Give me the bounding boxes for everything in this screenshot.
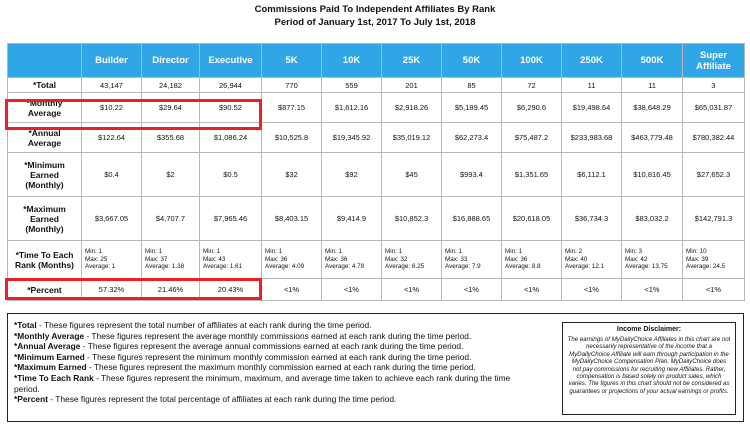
table-cell: $142,791.3 bbox=[683, 197, 745, 241]
table-row bbox=[8, 197, 745, 241]
col-header: 25K bbox=[382, 44, 442, 78]
table-cell: $35,019.12 bbox=[382, 123, 442, 153]
page-title: Commissions Paid To Independent Affiliates By Rank bbox=[254, 4, 496, 15]
legend-text: - These figures represent the total number of affiliates at each rank during the time period. bbox=[36, 320, 372, 330]
header-corner bbox=[8, 44, 82, 78]
table-cell: <1% bbox=[683, 279, 745, 301]
table-cell: <1% bbox=[442, 279, 502, 301]
table-cell: $36,734.3 bbox=[562, 197, 622, 241]
percent-highlight bbox=[5, 278, 262, 300]
table-cell: $9,414.9 bbox=[322, 197, 382, 241]
col-header: Director bbox=[142, 44, 200, 78]
legend-item bbox=[14, 331, 529, 342]
legend-item bbox=[14, 362, 529, 373]
legend-term: *Annual Average bbox=[14, 341, 81, 352]
table-cell: 201 bbox=[382, 78, 442, 93]
table-cell: $19,345.92 bbox=[322, 123, 382, 153]
table-cell: $780,382.44 bbox=[683, 123, 745, 153]
table-cell: Min: 1 Max: 36 Average: 8.8 bbox=[502, 241, 562, 279]
table-cell: $92 bbox=[322, 153, 382, 197]
table-cell: $65,031.87 bbox=[683, 93, 745, 123]
col-header: Executive bbox=[200, 44, 262, 78]
table-cell: $6,112.1 bbox=[562, 153, 622, 197]
table-row bbox=[8, 241, 745, 279]
page-subtitle: Period of January 1st, 2017 To July 1st, 2018 bbox=[274, 17, 476, 28]
table-cell: <1% bbox=[502, 279, 562, 301]
table-cell: $38,648.29 bbox=[622, 93, 683, 123]
disclaimer-text: The earnings of MyDailyChoice Affiliates in this chart are not necessarily representative of the income that a MyDailyChoice Affiliate will earn through participation in the MyDailyChoice Compensation Plan. MyDailyChoice does not pay commissions for recruiting new Affiliates. Rather, compensation is based solely on product sales, which varies. The figures in this chart should not be considered as guarantees or projections of your actual earnings or profits. bbox=[567, 336, 731, 395]
legend-term: *Percent bbox=[14, 394, 48, 405]
table-cell: 11 bbox=[562, 78, 622, 93]
table-cell: $5,189.45 bbox=[442, 93, 502, 123]
legend-text: - These figures represent the minimum, maximum, and average time taken to achieve each rank during the time period. bbox=[14, 372, 511, 394]
col-header: 5K bbox=[262, 44, 322, 78]
table-cell: <1% bbox=[562, 279, 622, 301]
legend-term: *Total bbox=[14, 320, 37, 330]
table-cell: $3,667.05 bbox=[82, 197, 142, 241]
table-cell: <1% bbox=[622, 279, 683, 301]
monthly-average-highlight bbox=[5, 99, 262, 130]
table-cell: 20.43% bbox=[200, 279, 262, 301]
table-cell: <1% bbox=[382, 279, 442, 301]
table-cell: Min: 3 Max: 42 Average: 13.75 bbox=[622, 241, 683, 279]
table-cell: $45 bbox=[382, 153, 442, 197]
legend-text: - These figures represent the maximum monthly commission earned at each rank during the time period. bbox=[86, 362, 476, 373]
table-cell: 43,147 bbox=[82, 78, 142, 93]
table-cell: $19,498.64 bbox=[562, 93, 622, 123]
table-cell: $0.4 bbox=[82, 153, 142, 197]
table-cell: $233,983.68 bbox=[562, 123, 622, 153]
row-label: *Minimum Earned (Monthly) bbox=[8, 153, 82, 197]
table-cell: 57.32% bbox=[82, 279, 142, 301]
table-cell: $0.5 bbox=[200, 153, 262, 197]
table-cell: $1,351.65 bbox=[502, 153, 562, 197]
header-row bbox=[8, 44, 745, 78]
table-cell: $16,888.65 bbox=[442, 197, 502, 241]
table-cell: Min: 1 Max: 33 Average: 7.9 bbox=[442, 241, 502, 279]
table-cell: $10,525.8 bbox=[262, 123, 322, 153]
legend-item bbox=[14, 394, 529, 405]
table-cell: 559 bbox=[322, 78, 382, 93]
table-cell: 770 bbox=[262, 78, 322, 93]
table-cell: $2 bbox=[142, 153, 200, 197]
table-cell: $1,086.24 bbox=[200, 123, 262, 153]
col-header: 500K bbox=[622, 44, 683, 78]
table-cell: $10,816.45 bbox=[622, 153, 683, 197]
table-cell: Min: 1 Max: 36 Average: 4.78 bbox=[322, 241, 382, 279]
legend-text: - These figures represent the minimum monthly commission earned at each rank during the time period. bbox=[84, 351, 472, 362]
table-row bbox=[8, 78, 745, 93]
table-cell: $463,779.48 bbox=[622, 123, 683, 153]
table-cell: $993.4 bbox=[442, 153, 502, 197]
legend-text: - These figures represent the total percentage of affiliates at each rank during the time period. bbox=[47, 394, 397, 405]
row-label: *Percent bbox=[8, 279, 82, 301]
table-cell: $27,652.3 bbox=[683, 153, 745, 197]
legend-term: *Maximum Earned bbox=[14, 362, 87, 373]
legend-term: *Monthly Average bbox=[14, 330, 85, 341]
table-cell: $6,290.6 bbox=[502, 93, 562, 123]
income-disclaimer bbox=[562, 322, 736, 415]
legend-term: *Minimum Earned bbox=[14, 351, 85, 362]
table-cell: $122.64 bbox=[82, 123, 142, 153]
commissions-table bbox=[7, 43, 745, 301]
table-cell: 11 bbox=[622, 78, 683, 93]
legend-text: - These figures represent the average monthly commissions earned at each rank during the time period. bbox=[84, 330, 472, 341]
legend-item bbox=[14, 320, 529, 331]
table-cell: $7,965.46 bbox=[200, 197, 262, 241]
table-cell: $10.22 bbox=[82, 93, 142, 123]
legend-item bbox=[14, 352, 529, 363]
table-cell: Min: 1 Max: 32 Average: 6.25 bbox=[382, 241, 442, 279]
row-label: *Total bbox=[8, 78, 82, 93]
table-cell: $10,852.3 bbox=[382, 197, 442, 241]
table-cell: $32 bbox=[262, 153, 322, 197]
table-cell: $8,403.15 bbox=[262, 197, 322, 241]
row-label: *Time To Each Rank (Months) bbox=[8, 241, 82, 279]
table-cell: $75,487.2 bbox=[502, 123, 562, 153]
table-cell: 26,944 bbox=[200, 78, 262, 93]
legend-item bbox=[14, 341, 529, 352]
legend bbox=[14, 320, 529, 405]
table-cell: $29.64 bbox=[142, 93, 200, 123]
table-cell: Min: 10 Max: 39 Average: 24.5 bbox=[683, 241, 745, 279]
col-header: 250K bbox=[562, 44, 622, 78]
disclaimer-title: Income Disclaimer: bbox=[616, 326, 682, 333]
table-cell: Min: 1 Max: 25 Average: 1 bbox=[82, 241, 142, 279]
table-cell: $83,032.2 bbox=[622, 197, 683, 241]
row-label: *Maximum Earned (Monthly) bbox=[8, 197, 82, 241]
table-cell: $4,707.7 bbox=[142, 197, 200, 241]
table-cell: Min: 1 Max: 43 Average: 1.61 bbox=[200, 241, 262, 279]
table-cell: Min: 1 Max: 36 Average: 4.09 bbox=[262, 241, 322, 279]
col-header: 10K bbox=[322, 44, 382, 78]
notes-box bbox=[7, 313, 744, 422]
table-cell: $1,612.16 bbox=[322, 93, 382, 123]
col-header: 50K bbox=[442, 44, 502, 78]
col-header: 100K bbox=[502, 44, 562, 78]
table-cell: <1% bbox=[262, 279, 322, 301]
legend-item bbox=[14, 373, 529, 394]
table-cell: $90.52 bbox=[200, 93, 262, 123]
table-cell: 24,182 bbox=[142, 78, 200, 93]
table-cell: Min: 2 Max: 40 Average: 12.1 bbox=[562, 241, 622, 279]
table-cell: 3 bbox=[683, 78, 745, 93]
table-cell: $2,918.26 bbox=[382, 93, 442, 123]
table-cell: Min: 1 Max: 37 Average: 1.38 bbox=[142, 241, 200, 279]
row-label: *Monthly Average bbox=[8, 93, 82, 123]
table-cell: $355.68 bbox=[142, 123, 200, 153]
table-cell: 21.46% bbox=[142, 279, 200, 301]
table-cell: <1% bbox=[322, 279, 382, 301]
col-header: Super Affiliate bbox=[683, 44, 745, 78]
col-header: Builder bbox=[82, 44, 142, 78]
table-cell: $20,618.05 bbox=[502, 197, 562, 241]
table-cell: 72 bbox=[502, 78, 562, 93]
table-cell: $62,273.4 bbox=[442, 123, 502, 153]
table-cell: 85 bbox=[442, 78, 502, 93]
legend-text: - These figures represent the average annual commissions earned at each rank during the time period. bbox=[80, 341, 464, 352]
table-cell: $877.15 bbox=[262, 93, 322, 123]
legend-term: *Time To Each Rank bbox=[14, 372, 94, 383]
row-label: *Annual Average bbox=[8, 123, 82, 153]
table-row bbox=[8, 153, 745, 197]
